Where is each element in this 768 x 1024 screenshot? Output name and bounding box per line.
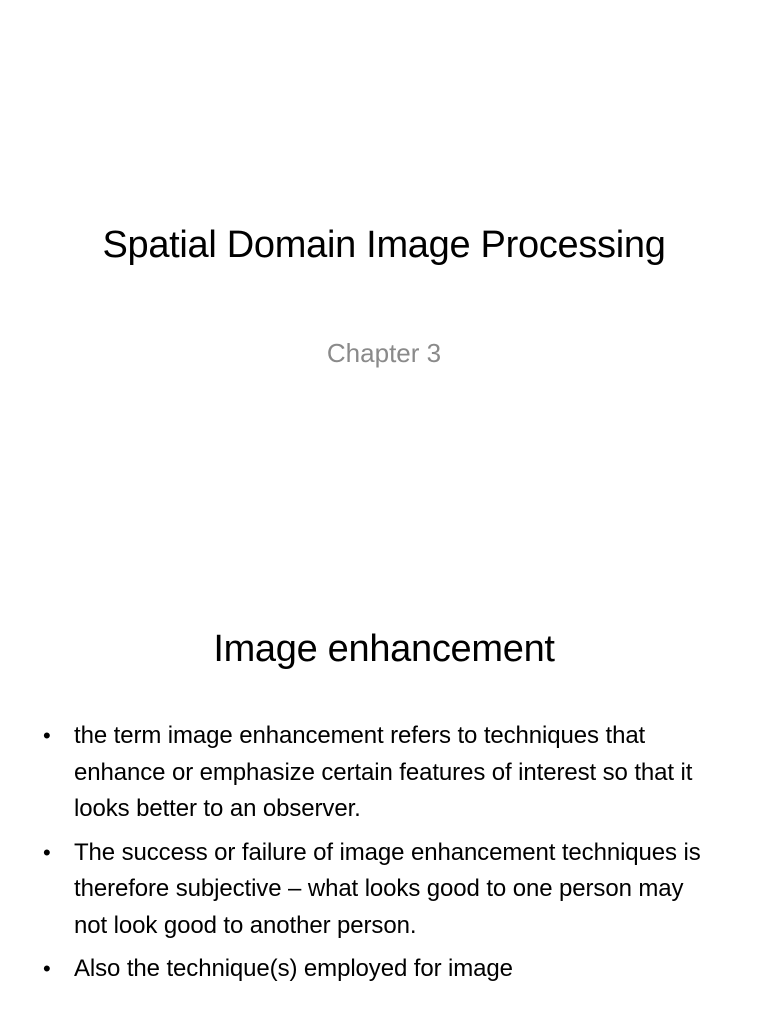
bullet-icon: •: [43, 723, 51, 748]
bullet-text: The success or failure of image enhancement techniques is therefore subjective – what looks good to one person may not look good to another person.: [74, 838, 701, 939]
slide-title: Image enhancement: [213, 628, 555, 670]
bullet-text: Also the technique(s) employed for image: [74, 955, 513, 982]
bullet-item: [40, 835, 720, 945]
slide-title: Spatial Domain Image Processing: [102, 224, 666, 266]
bullet-icon: •: [43, 839, 51, 865]
bullet-item: [40, 718, 720, 828]
bullet-icon: •: [43, 956, 51, 981]
bullet-list: [40, 718, 720, 995]
slide-subtitle: Chapter 3: [326, 338, 442, 368]
bullet-item: [40, 951, 720, 988]
bullet-text: the term image enhancement refers to techniques that enhance or emphasize certain features of interest so that it looks better to an observer.: [74, 722, 693, 822]
content-slide: [0, 576, 768, 1024]
